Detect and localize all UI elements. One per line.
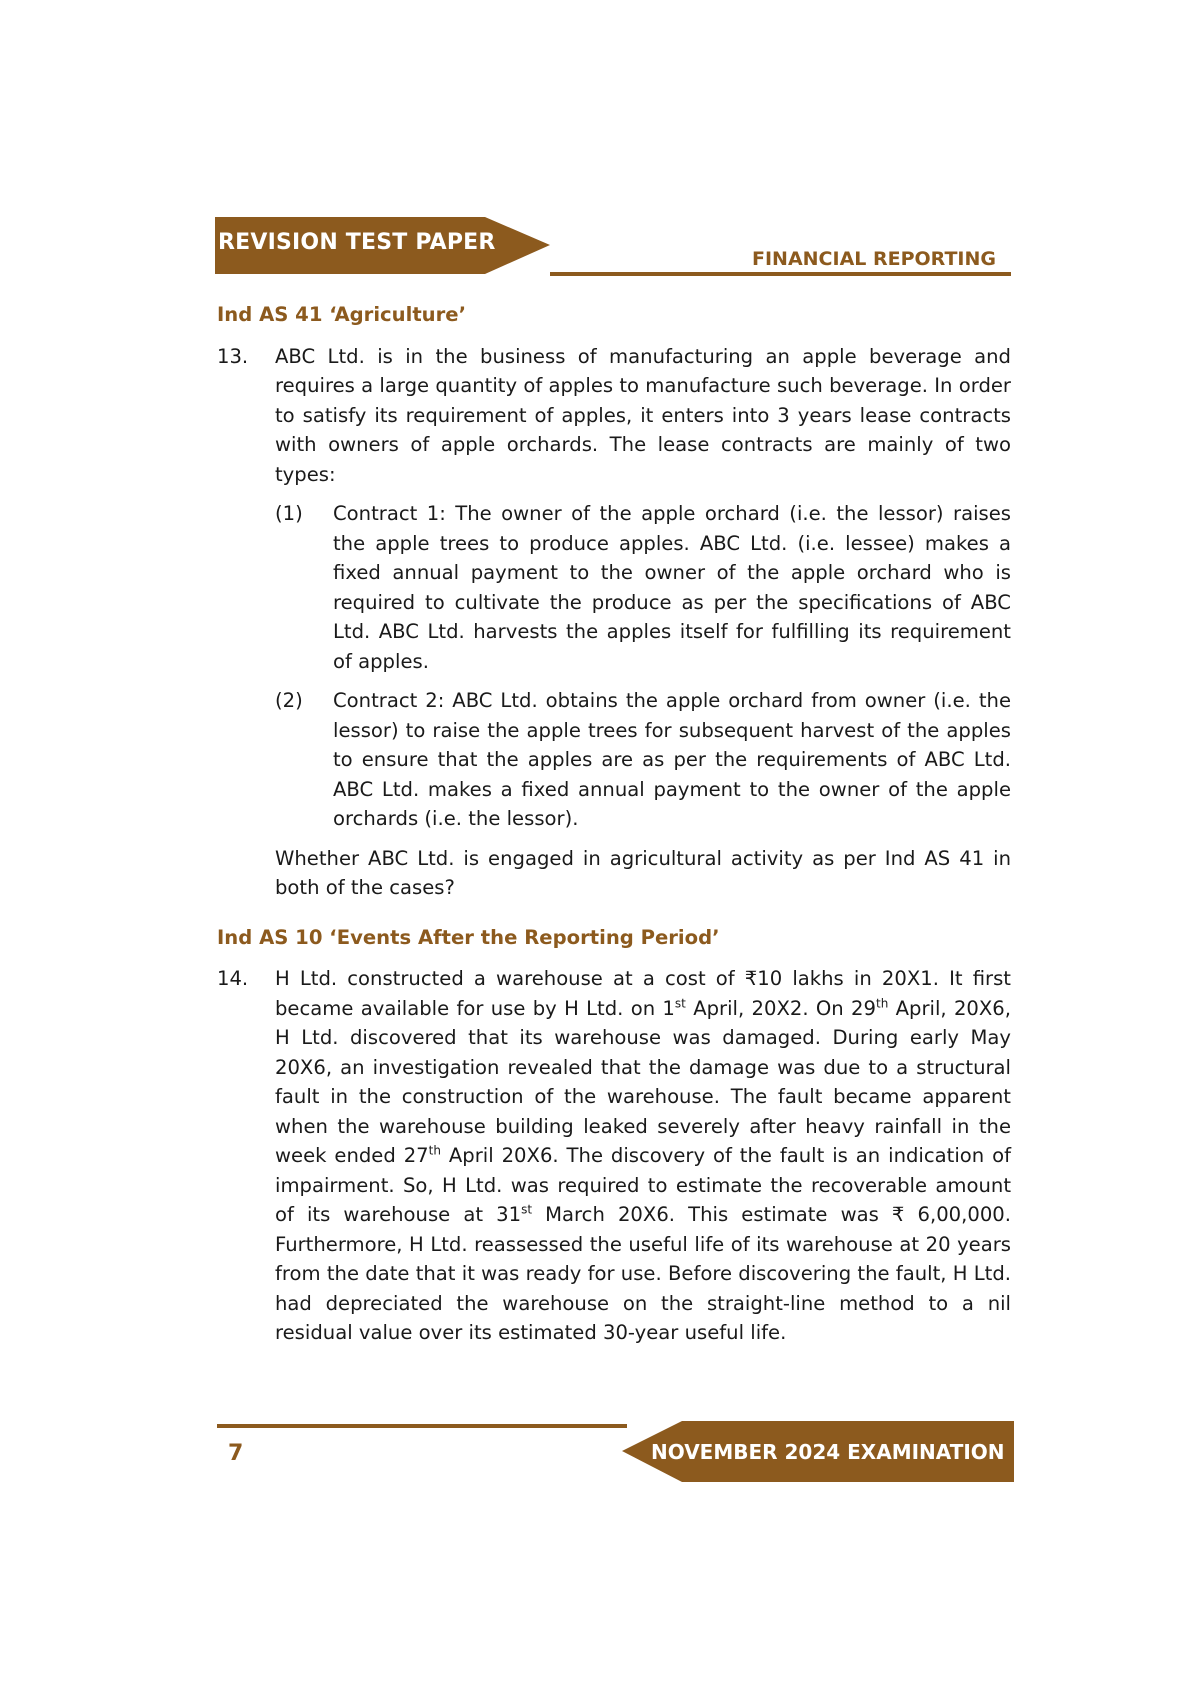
list-item-number: (2) bbox=[275, 689, 303, 712]
list-item bbox=[275, 686, 1011, 834]
list-item bbox=[275, 499, 1011, 676]
list-item-number: (1) bbox=[275, 502, 303, 525]
question-intro: ABC Ltd. is in the business of manufacturing an apple beverage and requires a large quantity of apples to manufacture such beverage. In order to satisfy its requirement of apples, it enters into 3 years lease contracts with owners of apple orchards. The lease contracts are mainly of two types: bbox=[275, 344, 1011, 486]
page-content bbox=[217, 300, 1011, 1368]
page-number: 7 bbox=[228, 1441, 244, 1466]
question-13 bbox=[217, 342, 1011, 913]
question-number: 14. bbox=[217, 967, 249, 990]
question-body bbox=[275, 342, 1011, 913]
section-heading-ind-as-10: Ind AS 10 ‘Events After the Reporting Period’ bbox=[217, 925, 720, 949]
text-run: March 20X6. This estimate was ₹ 6,00,000. Furthermore, H Ltd. reassessed the useful life of its warehouse at 20 years from the date that it was ready for use. Before discovering the fault, H Ltd. had depreciated the warehouse on the straight-line method to a nil residual value over its estimated 30-year useful life. bbox=[275, 1203, 1011, 1344]
superscript: st bbox=[521, 1202, 533, 1217]
header-subject: FINANCIAL REPORTING bbox=[752, 248, 996, 270]
header-rule bbox=[550, 272, 1011, 276]
question-paragraph bbox=[275, 964, 1011, 1348]
section-heading-ind-as-41: Ind AS 41 ‘Agriculture’ bbox=[217, 303, 467, 326]
question-number: 13. bbox=[217, 344, 249, 368]
list-item-text: Contract 2: ABC Ltd. obtains the apple orchard from owner (i.e. the lessor) to raise the apple trees for subsequent harvest of the apples to ensure that the apples are as per the requirements of ABC Ltd. ABC Ltd. makes a fixed annual payment to the owner of the apple orchards (i.e. the lessor). bbox=[333, 689, 1011, 830]
text-run: April, 20X2. On 29 bbox=[685, 996, 876, 1020]
header-title: REVISION TEST PAPER bbox=[218, 230, 496, 255]
list-item-text: Contract 1: The owner of the apple orchard (i.e. the lessor) raises the apple trees to produce apples. ABC Ltd. (i.e. lessee) makes a fixed annual payment to the owner of the apple orchard who is required to cultivate the produce as per the specifications of ABC Ltd. ABC Ltd. harvests the apples itself for fulfilling its requirement of apples. bbox=[333, 502, 1011, 673]
text-run: April 20X6. The discovery of the fault is an indication of impairment. So, H Ltd. was required to estimate the recoverable amount of its warehouse at 31 bbox=[275, 1144, 1011, 1226]
question-body bbox=[275, 964, 1011, 1358]
footer-rule bbox=[217, 1424, 627, 1428]
superscript: th bbox=[428, 1143, 441, 1158]
text-run: H Ltd. constructed a warehouse at a cost of ₹10 lakhs in 20X1. It first became available for use by H Ltd. on 1 bbox=[275, 967, 1011, 1020]
superscript: th bbox=[875, 995, 889, 1010]
superscript: st bbox=[674, 995, 686, 1010]
question-text: Whether ABC Ltd. is engaged in agricultural activity as per Ind AS 41 in both of the cases? bbox=[275, 846, 1011, 899]
footer-exam: NOVEMBER 2024 EXAMINATION bbox=[651, 1440, 1005, 1464]
question-14 bbox=[217, 964, 1011, 1358]
text-run: April, 20X6, H Ltd. discovered that its warehouse was damaged. During early May 20X6, an investigation revealed that the damage was due to a structural fault in the construction of the warehouse. The fault became apparent when the warehouse building leaked severely after heavy rainfall in the week ended 27 bbox=[275, 996, 1011, 1167]
